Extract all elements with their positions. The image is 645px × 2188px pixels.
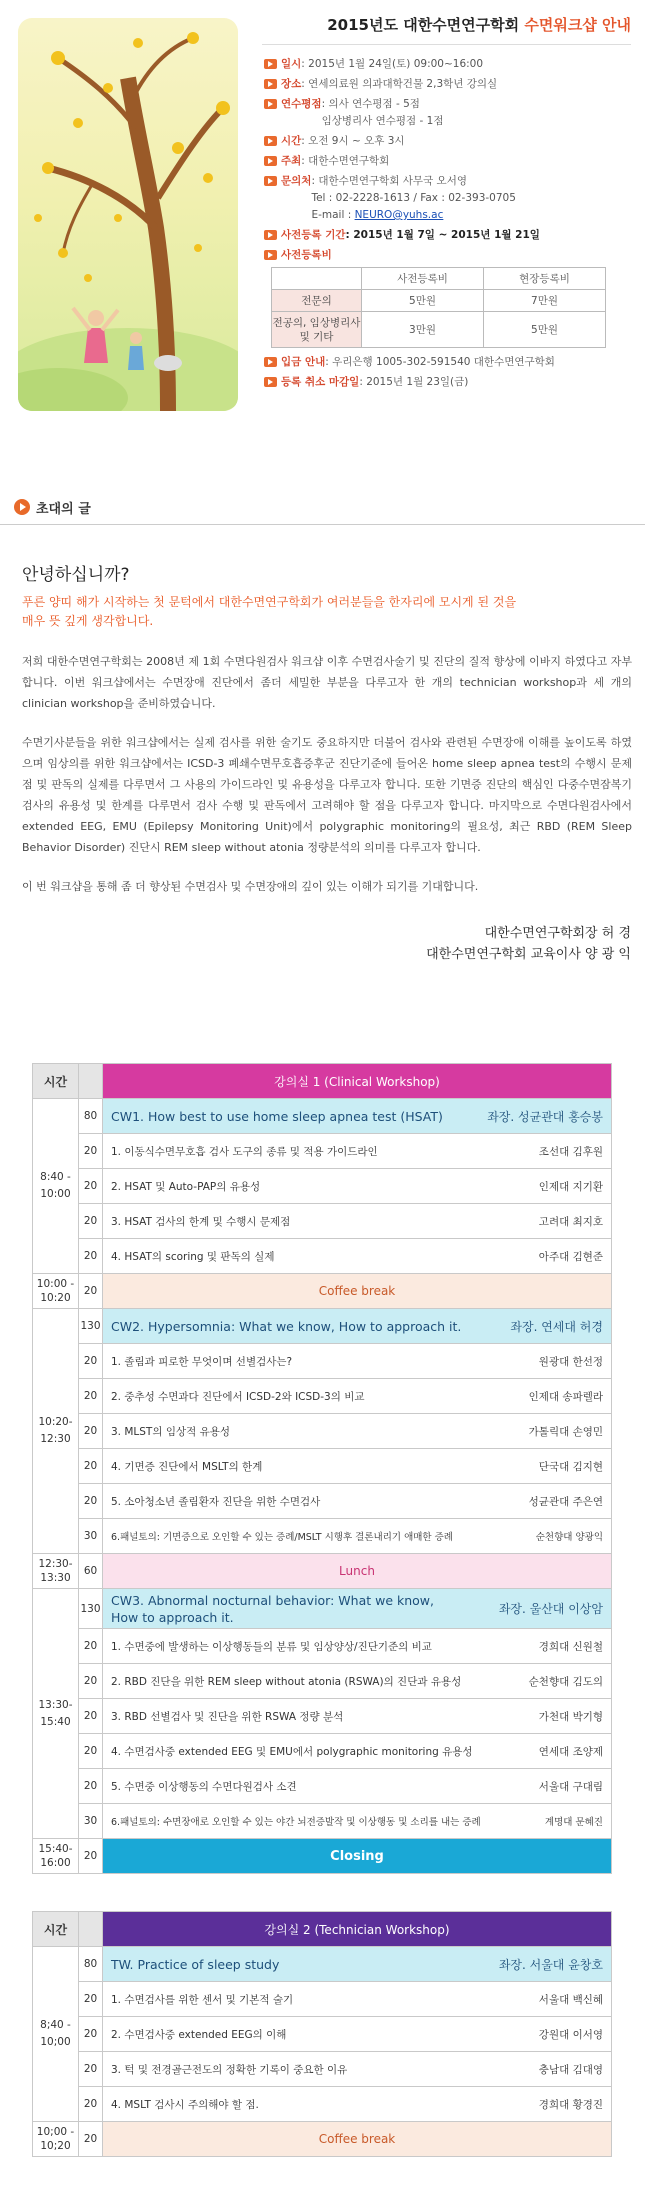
time-header: 시간 <box>33 1912 79 1947</box>
table-row: 20 3. HSAT 검사의 한계 및 수행시 문제점 고려대 최지호 <box>33 1204 612 1239</box>
table-row: 20 4. MSLT 검사시 주의해야 할 점. 경희대 황경진 <box>33 2087 612 2122</box>
table-row: 20 2. 중추성 수면과다 진단에서 ICSD-2와 ICSD-3의 비교 인제대 송파렐라 <box>33 1379 612 1414</box>
chair: 좌장. 연세대 허경 <box>510 1319 603 1334</box>
chair: 좌장. 서울대 윤창호 <box>498 1957 603 1972</box>
table-row: 20 1. 수면검사를 위한 센서 및 기본적 술기 서울대 백신혜 <box>33 1982 612 2017</box>
session-row: 8;40 - 10;00 80 TW. Practice of sleep study 좌장. 서울대 윤창호 <box>33 1947 612 1982</box>
coffee-row: 10;00 - 10;20 20 Coffee break <box>33 2122 612 2157</box>
section-divider <box>0 524 645 525</box>
table-row: 30 6.패널토의: 기면증으로 오인할 수 있는 증례/MSLT 시행후 결론내리기 애매한 증례 순천향대 양광익 <box>33 1519 612 1554</box>
bullet-arrow-icon <box>264 230 277 240</box>
bullet-arrow-icon <box>264 59 277 69</box>
session-row: 10:20- 12:30 130 CW2. Hypersomnia: What we know, How to approach it. 좌장. 연세대 허경 <box>33 1309 612 1344</box>
info-cancel-deadline: 등록 취소 마감일 : 2015년 1월 23일(금) <box>264 374 634 391</box>
time-cell: 8;40 - 10;00 <box>33 1947 79 2122</box>
hero <box>0 0 645 420</box>
email-link[interactable]: NEURO@yuhs.ac <box>354 209 444 221</box>
table-row: 30 6.패널토의: 수면장애로 오인할 수 있는 야간 뇌전증발작 및 이상행동 및 소리를 내는 증례 계명대 문혜진 <box>33 1804 612 1839</box>
session-title: CW2. Hypersomnia: What we know, How to approach it. <box>111 1318 462 1334</box>
bullet-arrow-icon <box>264 176 277 186</box>
table-row: 20 4. 기면증 진단에서 MSLT의 한계 단국대 김지현 <box>33 1449 612 1484</box>
table-row: 20 1. 수면중에 발생하는 이상행동들의 분류 및 임상양상/진단기준의 비교 경희대 신원철 <box>33 1629 612 1664</box>
table-row: 20 2. RBD 진단을 위한 REM sleep without atonia (RSWA)의 진단과 유용성 순천향대 김도의 <box>33 1664 612 1699</box>
paragraph: 이 번 워크샵을 통해 좀 더 향상된 수면검사 및 수면장애의 깊이 있는 이해가 되기를 기대합니다. <box>22 880 479 893</box>
page-title <box>327 14 631 35</box>
title-main: 2015년도 대한수면연구학회 <box>327 16 525 34</box>
session-title: TW. Practice of sleep study <box>111 1956 280 1972</box>
table-row: 20 5. 소아청소년 졸림환자 진단을 위한 수면검사 성균관대 주은연 <box>33 1484 612 1519</box>
bullet-arrow-icon <box>264 136 277 146</box>
table-row: 20 4. 수면검사중 extended EEG 및 EMU에서 polygraphic monitoring 유용성 연세대 조양제 <box>33 1734 612 1769</box>
paragraph: 저희 대한수면연구학회는 2008년 제 1회 수면다원검사 워크샵 이후 수면검사술기 및 진단의 질적 향상에 이바지 하였다고 자부합니다. 이번 워크샵에서는 수면장애 진단에서 좀더 세밀한 부분을 다루고자 한 개의 technician workshop과 세 개의 clinician workshop을 준비하였습니다. <box>22 655 632 710</box>
time-cell: 8:40 - 10:00 <box>33 1099 79 1274</box>
section-arrow-icon <box>14 499 30 515</box>
illustration <box>18 18 238 411</box>
tagline: 푸른 양띠 해가 시작하는 첫 문턱에서 대한수면연구학회가 여러분들을 한자리에 모시게 된 것을 매우 뜻 깊게 생각합니다. <box>22 595 517 628</box>
title-accent: 수면워크샵 안내 <box>524 16 631 34</box>
table-row: 20 2. HSAT 및 Auto-PAP의 유용성 인제대 지기환 <box>33 1169 612 1204</box>
time-cell: 13:30- 15:40 <box>33 1589 79 1839</box>
bullet-arrow-icon <box>264 250 277 260</box>
info-list <box>264 56 634 394</box>
session-title: CW3. Abnormal nocturnal behavior: What we know, How to approach it. <box>111 1592 434 1625</box>
fee-table <box>271 267 606 348</box>
table-row: 20 4. HSAT의 scoring 및 판독의 실제 아주대 김현준 <box>33 1239 612 1274</box>
bullet-arrow-icon <box>264 79 277 89</box>
closing-row: 15:40- 16:00 20 Closing <box>33 1839 612 1874</box>
table-row: 20 1. 졸림과 피로한 무엇이며 선별검사는? 원광대 한선정 <box>33 1344 612 1379</box>
signature-education-director: 대한수면연구학회 교육이사 양 광 익 <box>426 947 631 962</box>
table-row: 20 1. 이동식수면무호흡 검사 도구의 종류 및 적용 가이드라인 조선대 김후원 <box>33 1134 612 1169</box>
signature-president: 대한수면연구학회장 허 경 <box>484 926 631 941</box>
schedule-room2 <box>32 1911 612 2157</box>
invitation-letter <box>22 560 632 915</box>
table-row: 20 2. 수면검사중 extended EEG의 이해 강원대 이서영 <box>33 2017 612 2052</box>
info-venue: 장소 : 연세의료원 의과대학건물 2,3학년 강의실 <box>264 76 634 93</box>
info-time: 시간 : 오전 9시 ~ 오후 3시 <box>264 133 634 150</box>
info-prereg-period: 사전등록 기간 : 2015년 1월 7일 ~ 2015년 1월 21일 <box>264 227 634 244</box>
coffee-row: 10:00 - 10:20 20 Coffee break <box>33 1274 612 1309</box>
table-row: 20 3. MLST의 임상적 유용성 가톨릭대 손영민 <box>33 1414 612 1449</box>
chair: 좌장. 성균관대 홍승봉 <box>487 1109 603 1124</box>
lunch-row: 12:30- 13:30 60 Lunch <box>33 1554 612 1589</box>
room-header: 강의실 2 (Technician Workshop) <box>103 1912 612 1947</box>
bullet-arrow-icon <box>264 377 277 387</box>
title-divider <box>262 44 631 45</box>
bullet-arrow-icon <box>264 357 277 367</box>
fee-header-onsite: 현장등록비 <box>484 268 606 290</box>
session-row: 8:40 - 10:00 80 CW1. How best to use home sleep apnea test (HSAT) 좌장. 성균관대 홍승봉 <box>33 1099 612 1134</box>
table-row: 20 3. 턱 및 전경골근전도의 정확한 기록이 중요한 이유 충남대 김대영 <box>33 2052 612 2087</box>
room-header: 강의실 1 (Clinical Workshop) <box>103 1064 612 1099</box>
bullet-arrow-icon <box>264 99 277 109</box>
schedule-room1 <box>32 1063 612 1874</box>
signature <box>426 923 631 965</box>
info-credits: 연수평점 : 의사 연수평점 - 5점 임상병리사 연수평점 - 1점 <box>264 96 634 130</box>
session-title: CW1. How best to use home sleep apnea test (HSAT) <box>111 1108 443 1124</box>
table-row: 20 3. RBD 선별검사 및 진단을 위한 RSWA 정량 분석 가천대 박기형 <box>33 1699 612 1734</box>
bullet-arrow-icon <box>264 156 277 166</box>
table-row: 20 5. 수면중 이상행동의 수면다원검사 소견 서울대 구대림 <box>33 1769 612 1804</box>
info-prereg-fee: 사전등록비 <box>264 247 634 264</box>
fee-row: 전문의 5만원 7만원 <box>272 290 606 312</box>
invitation-section-header <box>0 496 645 525</box>
paragraph: 수면기사분들을 위한 워크샵에서는 실제 검사를 위한 술기도 중요하지만 더불어 검사와 관련된 수면장애 이해를 높이도록 하였으며 임상의를 위한 워크샵에서는 ICSD-3 폐쇄수면무호흡증후군 진단기준에 들어온 home sleep apnea test의 수행시 문제점 및 판독의 실제를 다루면서 그 사용의 가이드라인 및 유용성을 다루고자 합니다. 또한 기면증 진단의 핵심인 다중수면잠복기검사의 유용성 및 한계를 다루면서 검사 수행 및 판독에서 고려해야 할 점을 다루고자 합니다. 마지막으로 수면다원검사에서 extended EEG, EMU (Epilepsy Monitoring Unit)에서 polygraphic monitoring의 필요성, 최근 RBD (REM Sleep Behavior Disorder) 진단시 REM sleep without atonia 정량분석의 의미를 다루고자 합니다. <box>22 736 632 854</box>
greeting: 안녕하십니까? <box>22 565 130 585</box>
info-host: 주최 : 대한수면연구학회 <box>264 153 634 170</box>
fee-row: 전공의, 임상병리사 및 기타 3만원 5만원 <box>272 312 606 348</box>
time-cell: 10:20- 12:30 <box>33 1309 79 1554</box>
section-title: 초대의 글 <box>36 501 91 517</box>
info-date: 일시 : 2015년 1월 24일(토) 09:00~16:00 <box>264 56 634 73</box>
chair: 좌장. 울산대 이상암 <box>498 1602 603 1616</box>
session-row: 13:30- 15:40 130 CW3. Abnormal nocturnal behavior: What we know, How to approach it. 좌장. 울산대 이상암 <box>33 1589 612 1629</box>
info-contact: 문의처 : 대한수면연구학회 사무국 오서영 Tel : 02-2228-1613 / Fax : 02-393-0705 E-mail : NEURO@yuhs.ac <box>264 173 634 224</box>
tree-illustration-icon <box>18 18 238 411</box>
fee-header-prereg: 사전등록비 <box>362 268 484 290</box>
time-header: 시간 <box>33 1064 79 1099</box>
info-payment: 입금 안내 : 우리은행 1005-302-591540 대한수면연구학회 <box>264 354 634 371</box>
